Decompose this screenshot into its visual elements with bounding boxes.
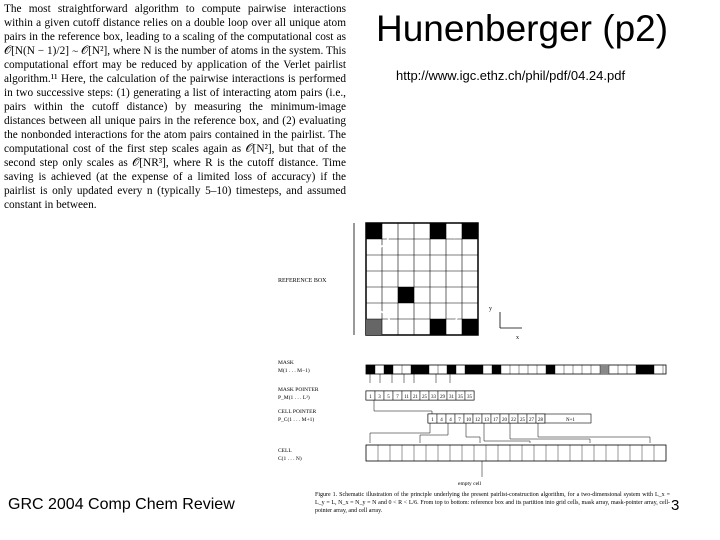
mask-label: MASK xyxy=(278,360,294,366)
mask-sub: M(1 . . . M−1) xyxy=(278,368,310,374)
mask-pointer-value: 1 xyxy=(369,395,372,400)
cell-pointer-value: 20 xyxy=(502,418,507,423)
figure-caption: Figure 1. Schematic illustration of the principle underlying the present pairlist-construction algorithm, for a two-dimensional system with L_x = L_y = L, N_x = N_y = N and 0 < R < L/6. From top to bottom: reference box and its partition into grid cells, mask array, mask-pointer array, cell-pointer array, and cell array. xyxy=(315,492,670,514)
cell-sub: C(1 . . . N) xyxy=(278,456,302,462)
footer-text: GRC 2004 Comp Chem Review xyxy=(8,496,235,513)
cell-pointer-value: 27 xyxy=(529,418,534,423)
axes-icon xyxy=(489,306,522,341)
cell-pointer-value: 4 xyxy=(440,418,443,423)
svg-text:y: y xyxy=(489,306,492,312)
mask-pointer-array xyxy=(366,391,474,400)
cell-pointer-value: 1 xyxy=(431,418,434,423)
empty-cell-label: empty cell xyxy=(458,481,482,487)
cell-label: CELL xyxy=(278,448,292,454)
cell-pointer-value: 22 xyxy=(511,418,516,423)
cell-pointer-label: CELL POINTER xyxy=(278,409,317,415)
mask-pointer-value: 35 xyxy=(458,395,463,400)
pairlist-figure xyxy=(270,215,670,490)
mask-pointer-sub: P_M(1 . . . L²) xyxy=(278,395,310,401)
cell-pointer-value: 25 xyxy=(520,418,525,423)
slide-title: Hunenberger (p2) xyxy=(376,8,669,49)
array-labels xyxy=(278,360,319,462)
mask-pointer-value: 25 xyxy=(422,395,427,400)
cell-pointer-value: 28 xyxy=(538,418,543,423)
source-url[interactable]: http://www.igc.ethz.ch/phil/pdf/04.24.pdf xyxy=(396,68,626,83)
mask-pointer-label: MASK POINTER xyxy=(278,387,319,393)
cell-array xyxy=(366,445,666,461)
cell-pointer-value: 10 xyxy=(466,418,471,423)
cell-pointer-value: 12 xyxy=(475,418,480,423)
mask-pointer-value: 21 xyxy=(413,395,418,400)
cell-pointer-value: 13 xyxy=(484,418,489,423)
mask-pointer-value: 33 xyxy=(431,395,436,400)
excerpt-paragraph: The most straightforward algorithm to compute pairwise interactions within a given cutoff distance relies on a double loop over all unique atom pairs in the reference box, leading to a scaling of the computational cost as 𝒪[N(N − 1)/2] ∼ 𝒪[N²], where N is the number of atoms in the system. This computational effort may be reduced by application of the Verlet pairlist algorithm.¹¹ Here, the calculation of the pairwise interactions is performed in two successive steps: (1) generating a list of interacting atom pairs (i.e., pairs within the cutoff distance) by measuring the minimum-image distances between all unique pairs in the reference box, and (2) evaluating the nonbonded interactions for the atom pairs contained in the pairlist. The computational cost of the first step scales again as 𝒪[N²], but that of the second step only scales as 𝒪[NR³], where R is the cutoff distance. Time saving is achieved (at the expense of a limited loss of accuracy) if the pairlist is only updated every n (typically 5–10) timesteps, and assumed constant in between. xyxy=(4,3,346,211)
cell-pointer-array xyxy=(428,414,591,423)
cell-pointer-sub: P_C(1 . . . M+1) xyxy=(278,417,315,423)
svg-text:x: x xyxy=(516,335,519,341)
page-number: 3 xyxy=(671,497,680,514)
cell-pointer-value: 17 xyxy=(493,418,498,423)
cell-pointer-value: 7 xyxy=(458,418,461,423)
paper-excerpt xyxy=(4,2,346,212)
mask-pointer-value: 35 xyxy=(467,395,472,400)
n-plus-1-label: N+1 xyxy=(566,418,575,423)
mask-pointer-value: 5 xyxy=(387,395,390,400)
mask-pointer-value: 29 xyxy=(440,395,445,400)
connector-lines xyxy=(370,374,650,443)
reference-box-grid xyxy=(366,223,478,335)
cell-pointer-value: 4 xyxy=(449,418,452,423)
reference-box-label: REFERENCE BOX xyxy=(278,278,327,284)
mask-pointer-value: 7 xyxy=(396,395,399,400)
mask-pointer-value: 31 xyxy=(449,395,454,400)
mask-pointer-value: 11 xyxy=(404,395,409,400)
mask-array xyxy=(366,365,666,374)
mask-pointer-value: 3 xyxy=(378,395,381,400)
